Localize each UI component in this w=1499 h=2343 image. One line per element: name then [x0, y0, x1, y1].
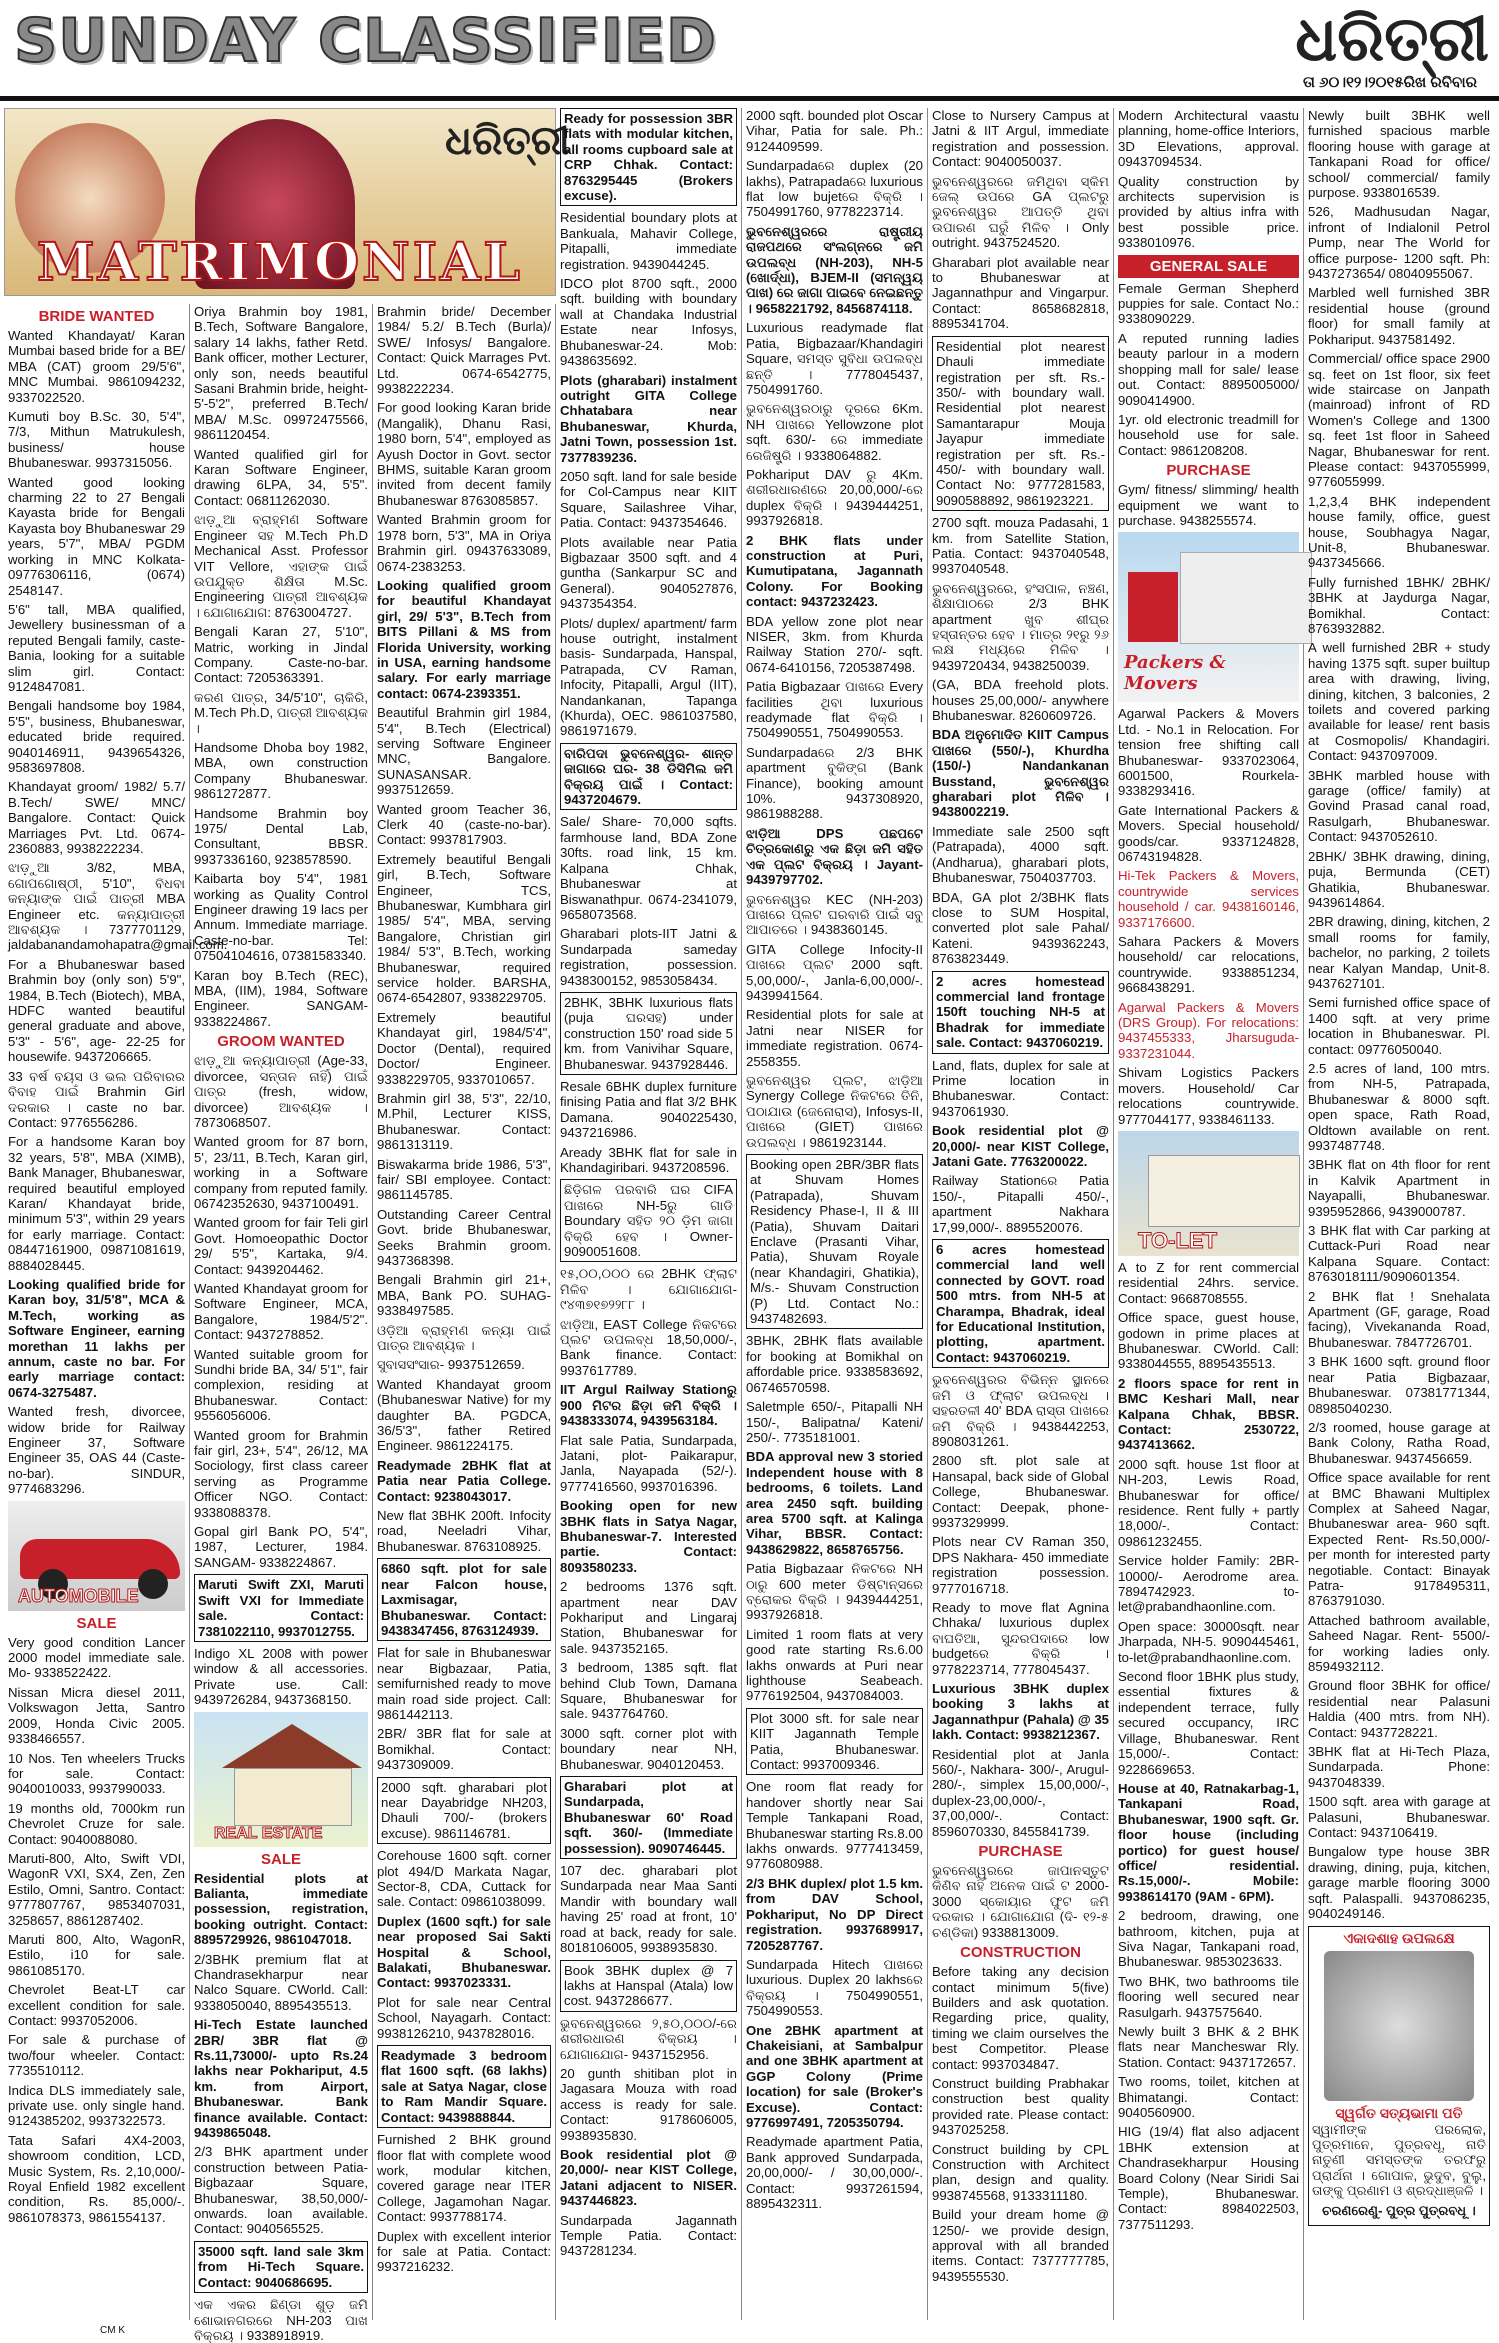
- general-sale-heading: GENERAL SALE: [1118, 255, 1299, 278]
- classified-ad: For good looking Karan bride (Mangalik), Dhanu Rasi, 1980 born, 5'4", employed as Ayush Doctor in Govt. sector BHMS, suitable Karan groom invited from decent family Bhubaneswar 8763085857.: [377, 400, 551, 508]
- classified-ad: Maruti 800, Alto, WagonR, Estilo, i10 for sale. 9861085170.: [8, 1931, 185, 1978]
- classified-ad: Gate International Packers & Movers. Special household/ goods/car. 9337124828, 06743194828.: [1118, 802, 1299, 864]
- classified-ad: Plots (gharabari) instalment outright GITA College Chhatabara near Bhubaneswar, Khurda, Jatni Town, possession 1st. 7377839236.: [560, 372, 737, 465]
- obituary-footer: ଚରଣରେଣୁ- ପୁତ୍ର ପୁତ୍ରବଧୂ ।: [1322, 2202, 1476, 2218]
- classified-ad: 3BHK, 2BHK flats available for booking at Bomikhal on affordable price. 9338583692, 06746570598.: [746, 1333, 923, 1395]
- cmyk-mark: CM K: [100, 2325, 125, 2336]
- classified-ad: 2/3 BHK duplex/ plot 1.5 km. from DAV School, Pokhariput, No DP Direct registration. 9937689917, 7205287767.: [746, 1875, 923, 1953]
- classified-ad: 3BHK flat on 4th floor for rent in Kalvik Apartment in Nayapalli, Bhubaneswar. 9395952866, 9439000787.: [1308, 1157, 1490, 1219]
- classified-ad: Maruti-800, Alto, Swift VDI, WagonR VXI, SX4, Zen, Zen Estilo, Omni, Santro. Contact: 9777807767, 9853407031, 3258657, 8861287402.: [8, 1850, 185, 1928]
- classified-ad: 3 bedroom, 1385 sqft. flat behind Club Town, Damana Square, Bhubaneswar for sale. 9437764760.: [560, 1660, 737, 1722]
- classified-ad: Commercial/ office space 2900 sq. feet on 1st floor, six feet wide staircase on Janpath (mainroad) infront of RD Women's College and 1300 sq. feet 1st floor in Saheed Nagar, Bhubaneswar for rent. Please contact: 9437055999, 9776055999.: [1308, 351, 1490, 490]
- classified-ad: Residential plots for sale at Jatni near NISER for immediate registration. 0674-2558355.: [746, 1007, 923, 1069]
- classified-ad: Wanted qualified girl for Karan Software Engineer, drawing 6LPA, 34, 5'5". Contact: 06811262030.: [194, 446, 368, 508]
- classified-ad: 2 BHK flat ! Snehalata Apartment (GF, garage, Road facing), Vivekananda Road, Bhubaneswar. 7847726701.: [1308, 1288, 1490, 1350]
- classified-ad: Semi furnished office space of 1400 sqft. at very prime location in Bhubaneswar. Pl. contact: 09776050040.: [1308, 995, 1490, 1057]
- classified-ad: Construct building by CPL Construction with Architect plan, design and quality. 9938745568, 9133311180.: [932, 2141, 1109, 2203]
- building-shape: [1148, 1155, 1300, 1227]
- classified-ad: Hi-Tek Packers & Movers, countrywide services household / car. 9438160146, 9337176600.: [1118, 868, 1299, 930]
- classified-ad: ଭୁବନେଶ୍ୱରରେ, ହଂସପାଳ, ନଞ୍ଚଣ, ଶିକ୍ଷାପାଠରେ 2/3 BHK apartment ଖୁବ ଶୀଘ୍ର ହସ୍ତାନ୍ତର ହେବ । ମାତ୍ର ୨୧ରୁ ୨୬ ଲକ୍ଷ ମଧ୍ୟରେ ମିଳିବ । 9439720434, 9438250039.: [932, 580, 1109, 673]
- classified-ad: Sahara Packers & Movers household/ car relocations, countrywide. 9338851234, 9668438291.: [1118, 934, 1299, 996]
- classified-ad: 2050 sqft. land for sale beside for Col-Campus near KIIT Square, Sailashree Vihar, Patia. Contact: 9437354646.: [560, 468, 737, 531]
- classified-ad: ଭୁବନେଶ୍ୱରଠାରୁ ଦୂରରେ 6Km. NH ପାଖରେ Yellowzone plot sqft. 630/- ରେ immediate ରେଜିଷ୍ଟ୍ରି । 9338064882.: [746, 401, 923, 463]
- classified-ad: Modern Architectural vaastu planning, home-office Interiors, 3D Elevations, approval. 09437094534.: [1118, 108, 1299, 170]
- classified-ad: 526, Madhusudan Nagar, infront of Indialonil Petrol Pump, near The World for office purpose- 1200 sqft. Ph: 9437273654/ 08040955067.: [1308, 204, 1490, 282]
- classified-ad: Maruti Swift ZXI, Maruti Swift VXI for Immediate sale. Contact: 7381022110, 9937012755.: [194, 1574, 368, 1642]
- classified-ad: Nissan Micra diesel 2011, Volkswagon Jetta, Santro 2009, Honda Civic 2005. 9338466557.: [8, 1684, 185, 1747]
- classified-ad: 1500 sqft. area with garage at Palasuni, Bhubaneswar. Contact: 9437106419.: [1308, 1794, 1490, 1841]
- newspaper-logo: ଧରିତ୍ରୀ: [1295, 2, 1489, 75]
- classified-ad: ଝାଡ଼ୁଆ କନ୍ୟାପାତ୍ରୀ (Age-33, divorcee, ସନ୍ତାନ ନାହିଁ) ପାଇଁ ପାତ୍ର (fresh, widow, divorcee) ଆବଶ୍ୟକ । 7873068507.: [194, 1053, 368, 1130]
- classified-ad: Readymade 3 bedroom flat 1600 sqft. (68 lakhs) sale at Satya Nagar, close to Ram Mandir Square. Contact: 9439888844.: [377, 2045, 551, 2128]
- classified-ad: HIG (19/4) flat also adjacent 1BHK extension at Chandrasekharpur Housing Board Colony (Near Siridi Sai Temple), Bhubaneswar. Contact: 8984022503, 7377511293.: [1118, 2124, 1299, 2232]
- real-estate-list-3: [377, 1458, 551, 2275]
- house-wall-shape: [234, 1768, 352, 1826]
- classified-ad: 20 gunth shitiban plot in Jagasara Mouza with road access is ready for sale. Contact: 9178606005, 9938935830.: [560, 2065, 737, 2143]
- classified-ad: Before taking any decision contact minimum 5(five) Builders and ask quotation. Regarding price, quality, timing we claim ourselves the best Competitor. Please contact: 9937034847.: [932, 1964, 1109, 2072]
- classified-ad: Bungalow type house 3BR drawing, dining, puja, kitchen, garage marble flooring 3000 sqft. Palaspalli. 9437086235, 9040249146.: [1308, 1844, 1490, 1922]
- classified-ad: Gharabari plot at Sundarpada, Bhubaneswar 60' Road sqft. 360/- (Immediate possession). 9090746445.: [560, 1776, 737, 1859]
- classified-ad: Gym/ fitness/ slimming/ health equipment we want to purchase. 9438255574.: [1118, 482, 1299, 528]
- classified-ad: Fully furnished 1BHK/ 2BHK/ 3BHK at Jaydurga Nagar, Bomikhal. Contact: 8763932882.: [1308, 574, 1490, 636]
- obituary-title: ଏକାଦଶାହ ଉପଲକ୍ଷେ: [1343, 1929, 1455, 1946]
- classified-ad: One 2BHK apartment at Chakeisiani, at Sambalpur and one 3BHK apartment at GGP Colony (Prime location) for sale (Broker's Excuse). Contact: 9776997491, 7205350794.: [746, 2022, 923, 2130]
- classified-ad: 1yr. old electronic treadmill for household use for sale. Contact: 9861208208.: [1118, 411, 1299, 458]
- matrimonial-list-2: [194, 304, 368, 1029]
- to-let-image: [1118, 1131, 1299, 1256]
- classified-ad: ଭୁବନେଶ୍ୱରରେ ଜମିଥିବା ସ୍କିମ ଜେଲ୍ ଉପରେ GA ପ୍ଲଟରୁ ଭୁବନେଶ୍ୱର ଆପତ୍ତି ଥିବା ଉପାରଣ ଘରୁଁ ମିଳିବ । Only outright. 9437524520.: [932, 173, 1109, 251]
- classified-ad: Second floor 1BHK plus study, essential fixtures & independent terrace, fully secured occupancy, IRC Village, Bhubaneswar. Rent 15,000/-. Contact: 9228669653.: [1118, 1669, 1299, 1777]
- classified-ad: Shivam Logistics Packers movers. Household/ Car relocations countrywide. 9777044177, 9338461133.: [1118, 1065, 1299, 1127]
- classified-ad: Kaibarta boy 5'4", 1981 working as Quality Control Engineer drawing 19 lacs per Annum. Immediate marriage. Caste-no-bar. Tel: 07504104616, 07381583340.: [194, 871, 368, 964]
- masthead-rule: [0, 96, 1499, 101]
- classified-ad: Wanted groom for 87 born, 5', 23/11, B.Tech, Karan girl, working in a Software company from reputed family. 06742352630, 9437100491.: [194, 1134, 368, 1211]
- purchase-list-2: [1118, 482, 1299, 528]
- real-estate-sale-heading: SALE: [260, 1850, 301, 1868]
- obituary-notice: [1308, 1926, 1490, 2226]
- classified-ad: 10 Nos. Ten wheelers Trucks for sale. Contact: 9040010033, 9937990033.: [8, 1750, 185, 1797]
- classified-ad: Office space available for rent at BMC Bhawani Multiplex Complex at Saheed Nagar, Bhubaneswar area- 960 sqft. Expected Rent- Rs.50,000/- per month for interested party negotiable. Contact: Binayak Patra- 9178495311, 8763791030.: [1308, 1470, 1490, 1609]
- classified-ad: Outstanding Career Central Govt. bride Bhubaneswar, Seeks Brahmin groom. 9437368398.: [377, 1206, 551, 1268]
- section-title: SUNDAY CLASSIFIED: [14, 6, 717, 76]
- classified-ad: Gharabari plot available near to Bhubaneswar at Jagannathpur and Vingarpur. Contact: 8658682818, 8895341704.: [932, 254, 1109, 332]
- architect-list: [1118, 108, 1299, 251]
- classified-ad: ଭୁବନେଶ୍ୱର KEC (NH-203) ପାଖରେ ପ୍ଲଟ ଘରବାରି ପାଇଁ ସବୁ ଆପାତରେ । 9438360145.: [746, 891, 923, 938]
- classified-ad: 3BHK marbled house with garage (office/ family) at Govind Prasad canal road, Rasulgarh, Bhubaneswar. Contact: 9437052610.: [1308, 767, 1490, 845]
- classified-ad: 2BHK, 3BHK luxurious flats (puja ଘରସହ) under construction 150' road side 5 km. from Vanivihar Square, Bhubaneswar. 9437928446.: [560, 992, 737, 1075]
- classified-ad: Handsome Brahmin boy 1975/ Dental Lab, Consultant, BBSR. 9937336160, 9238578590.: [194, 805, 368, 867]
- classified-ad: ଭୁବନେଶ୍ୱରରେ ଜାପାନସ୍ତୁଟ କିଣିବ ନାହିଁ ଅନେକ ପାଇଁ ଟ 2000- 3000 ସ୍କୋୟାର ଫୁଟ ଜମି ଦରକାର । ଯୋଗାଯୋଗ (ଦି- ୧୨-୫ ଚଣ୍ଡିକା) 9338813009.: [932, 1863, 1109, 1940]
- classified-ad: Sundarpadaରେ 2/3 BHK apartment ବୁକିଙ୍ଗ (Bank Finance), booking amount 10%. 9437308920, 9861988288.: [746, 744, 923, 822]
- classified-ad: Resale 6BHK duplex furniture finising Patia and flat 3/2 BHK Damana. 9040225430, 9437216986.: [560, 1078, 737, 1141]
- classified-ad: 1,2,3,4 BHK independent house family, office, guest house, Soubhagya Nagar, Unit-8, Bhubaneswar. 9437345666.: [1308, 493, 1490, 571]
- classified-ad: Extremely beautiful Khandayat girl, 1984/5'4", Doctor (Dental), required Doctor/ Engineer. 9338229705, 9337010657.: [377, 1009, 551, 1087]
- banner-logo: ଧରିତ୍ରୀ: [445, 117, 570, 164]
- classified-ad: Two BHK, two bathrooms tile flooring well secured near Rasulgarh. 9437575640.: [1118, 1973, 1299, 2020]
- classified-ad: Limited 1 room flats at very good rate starting Rs.6.00 lakhs onwards at Puri near lighthouse Seabeach. 9776192504, 9437084003.: [746, 1626, 923, 1704]
- classified-ad: Close to Nursery Campus at Jatni & IIT Argul, immediate registration and possession. Contact: 9040050037.: [932, 108, 1109, 170]
- classified-ad: Land, flats, duplex for sale at Prime location in Bhubaneswar. Contact: 9437061930.: [932, 1057, 1109, 1119]
- classified-ad: 2000 sqft. house 1st floor at NH-203, Lewis Road, Bhubaneswar for office/ residence. Rent fully + partly 18,000/-. Contact: 09861232455.: [1118, 1456, 1299, 1549]
- classified-ad: Wanted Khandayat groom (Bhubaneswar Native) for my daughter BA. PGDCA, 36/5'3", father Retired Engineer. 9861224175.: [377, 1376, 551, 1454]
- classified-ad: Wanted suitable groom for Sundhi bride BA, 34/ 5'1", fair complexion, residing at Bhubaneswar. Contact: 9556056006.: [194, 1346, 368, 1424]
- classified-ad: Flat for sale in Bhubaneswar near Bigbazaar, Patia, semifurnished ready to move main road side project. Call: 9861442113.: [377, 1645, 551, 1722]
- classified-ad: ଛିଡ଼ିଗଳ ପରବାରି ଘର CIFA ପାଖରେ NH-5ରୁ ଗାଡି Boundary ସହିତ ୨୦ ଡ଼ିମ ଜାଗା ବିକ୍ରି ହେବ । Owner- 9090051608.: [560, 1179, 737, 1262]
- classified-ad: Construct building Prabhakar construction best quality provided rate. Please contact: 9437025258.: [932, 2075, 1109, 2138]
- classified-ad: Readymade 2BHK flat at Patia near Patia College. Contact: 9238043017.: [377, 1457, 551, 1504]
- classified-ad: Book residential plot @ 20,000/- near KIST College, Jatani adjacent to NISER. 9437446823.: [560, 2146, 737, 2209]
- classified-ad: ଝାଡ଼ୁଆ ବ୍ରାହ୍ମଣ Software Engineer ସହ M.Tech Ph.D Mechanical Asst. Professor VIT Vellore, ଏହାଙ୍କ ପାଇଁ ଉପଯୁକ୍ତ ଶିକ୍ଷିତା M.Sc. Engineering ପାତ୍ରୀ ଆବଶ୍ୟକ । ଯୋଗାଯୋଗ: 8763004727.: [194, 512, 368, 620]
- classified-ad: A to Z for rent commercial residential 24hrs. service. Contact: 9668708555.: [1118, 1259, 1299, 1306]
- classified-ad: Two rooms, toilet, kitchen at Bhimatangi. Contact: 9040560900.: [1118, 2074, 1299, 2121]
- classified-ad: Residential plot nearest Dhauli immediate registration per sft. Rs.- 350/- with boundary wall. Residential plot nearest Samantarapur Mouja Jayapur immediate registration per sft. Rs.- 450/- with boundary wall. Contact No: 9777281583, 9090588892, 9861923221.: [932, 336, 1109, 511]
- real-estate-label: REAL ESTATE: [214, 1824, 323, 1842]
- classified-ad: Wanted groom for fair Teli girl Govt. Homoeopathic Doctor 29/ 5'5", Kartaka, 9/4. Contact: 9439204462.: [194, 1215, 368, 1277]
- groom-wanted-list: [194, 1053, 368, 1570]
- classified-ad: Looking qualified bride for Karan boy, 31/5'8", MCA & M.Tech, working as Software Engineer, earning morethan 11 lakhs per annum, caste no bar. For early marriage contact: 0674-3275487.: [8, 1276, 185, 1400]
- truck-container-shape: [1180, 552, 1312, 644]
- classified-ad: 2.5 acres of land, 100 mtrs. from NH-5, Patrapada, Bhubaneswar & 8000 sqft. open space, Rath Road, Oldtown available on rent. 9937487748.: [1308, 1060, 1490, 1153]
- classified-ad: ଏକ ଏକର ଛିଣ୍ଡା ଶୁଡ଼ ଜମି ଶୋଭାନଗରରେ NH-203 ପାଖ ବିକ୍ରୟ । 9338918919.: [194, 2297, 368, 2343]
- classified-ad: Sundarpada Jagannath Temple Patia. Contact: 9437281234.: [560, 2212, 737, 2259]
- obituary-photo: [1324, 1951, 1474, 2101]
- classified-ad: ଝାଡ଼ିଆ DPS ପଛପଟେ ଚିତ୍ରକୋଣରୁ ଏକ ଛିଡ଼ା ଜମି ସହିତ ଏକ ପ୍ଲଟ ବିକ୍ରୟ । Jayant- 9439797702.: [746, 825, 923, 888]
- purchase-heading-1: PURCHASE: [978, 1843, 1063, 1861]
- packers-movers-image: [1118, 532, 1299, 702]
- classified-ad: Hi-Tech Estate launched 2BR/ 3BR flat @ Rs.11,73000/- upto Rs.24 lakhs near Pokhariput, 4.5 km. from Airport, Bhubaneswar. Bank finance available. Contact: 9439865048.: [194, 2017, 368, 2141]
- classified-ad: 2000 sqft. bounded plot Oscar Vihar, Patia for sale. Ph.: 9124409599.: [746, 108, 923, 154]
- classified-ad: Readymade apartment Patia, Bank approved Sundarpada, 20,00,000/- / 30,00,000/-. Contact: 9937261594, 8895432311.: [746, 2134, 923, 2211]
- masthead: [0, 0, 1499, 96]
- classified-ad: Booking open for new 3BHK flats in Satya Nagar, Bhubaneswar-7. Interested partie. Contact: 8093580233.: [560, 1498, 737, 1575]
- classified-ad: 2/3BHK premium flat at Chandrasekharpur near Nalco Square. CWorld. Call: 9338050040, 8895435513.: [194, 1951, 368, 2013]
- classified-ad: ଭୁବନେଶ୍ୱରରେ ୨,୫୦,୦୦୦/-ରେ ଶରୀରଧାରଣ ବିକ୍ରୟ । ଯୋଗାଯୋଗ- 9437152956.: [560, 2015, 737, 2062]
- classified-ad: Duplex (1600 sqft.) for sale near proposed Sai Sakti Hospital & School, Balakati, Bhubaneswar. Contact: 9937023331.: [377, 1913, 551, 1991]
- classified-ad: (GA, BDA freehold plots. houses 25,00,000/- anywhere Bhubaneswar. 8260609726.: [932, 677, 1109, 724]
- classified-ad: Indica DLS immediately sale, private use. only single hand. 9124385202, 9937322573.: [8, 2082, 185, 2129]
- real-estate-list-6: [932, 108, 1109, 1839]
- classified-ad: 2/3 BHK apartment under construction between Patia-Bigbazaar Square, Bhubaneswar, 38,50,000/- onwards. loan available. Contact: 9040565525.: [194, 2144, 368, 2237]
- classified-ad: IDCO plot 8700 sqft., 2000 sqft. building with boundary wall at Chandaka Industrial Estate near Infosys, Bhubaneswar-24. Mob: 9438635692.: [560, 276, 737, 369]
- classified-ad: 2/3 roomed, house garage at Bank Colony, Ratha Road, Bhubaneswar. 9437456659.: [1308, 1419, 1490, 1466]
- classified-ad: 2700 sqft. mouza Padasahi, 1 km. from Satellite Station, Patia. Contact: 9437040548, 9937040548.: [932, 515, 1109, 577]
- classified-ad: Saletmple 650/-, Pitapalli NH 150/-, Balipatna/ Kateni/ 250/-. 7735181001.: [746, 1399, 923, 1445]
- column-1: [4, 304, 228, 2320]
- date-line: ତା ୬୦।୧୨।୨୦୧୫ରିଖ ରବିବାର: [1302, 74, 1477, 91]
- classified-ad: 2BR/ 3BR flat for sale at Bomikhal. Contact: 9437309009.: [377, 1726, 551, 1773]
- classified-ad: Railway Stationରେ Patia 150/-, Pitapalli 450/-, apartment Nakhara 17,99,000/-. 8895520076.: [932, 1173, 1109, 1235]
- real-estate-list-2: [194, 1871, 368, 2343]
- classified-ad: Brahmin bride/ December 1984/ 5.2/ B.Tech (Burla)/ SWE/ Infosys/ Bangalore. Contact: Quick Marrages Pvt. Ltd. 0674-6542775, 9938222234.: [377, 304, 551, 397]
- column-6: [928, 108, 1114, 2320]
- classified-ad: Luxurious readymade flat Patia, Bigbazaar/Khandagiri Square, ସମସ୍ତ ସୁବିଧା ଉପଲବ୍ଧ ଛନ୍ତି । 7778045437, 7504991760.: [746, 320, 923, 397]
- classified-ad: A well furnished 2BR + study having 1375 sqft. super builtup area with drawing, living, dining, kitchen, 3 balconies, 2 toilets and covered parking available for lease/ rent basis at Cosmopolis/ Khandagiri. Contact: 9437097009.: [1308, 640, 1490, 764]
- classified-ad: Wanted fresh, divorcee, widow bride for Railway Engineer 37, Software Engineer 35, OAS 44 (Caste-no-bar). SINDUR, 9774683296.: [8, 1404, 185, 1497]
- classified-ad: Chevrolet Beat-LT car excellent condition for sale. Contact: 9937052006.: [8, 1982, 185, 2028]
- classified-ad: 35000 sqft. land sale 3km from Hi-Tech Square. Contact: 9040686695.: [194, 2241, 368, 2293]
- classified-ad: House at 40, Ratnakarbag-1, Tankapani Road, Bhubaneswar, 1900 sqft. Gr. floor house (including portico) for guest house/ office/ residential. Rs.15,000/-. Mobile: 9938614170 (9AM - 6PM).: [1118, 1780, 1299, 1904]
- real-estate-list-5: [746, 108, 923, 2211]
- packers-label: Packers & Movers: [1124, 652, 1226, 695]
- classified-ad: ଝାଡ଼ୁଆ 3/82, MBA, ଗୋପଗୋଷ୍ଠୀ, 5'10", ବିଧବା କନ୍ୟାଙ୍କ ପାଇଁ ପାତ୍ରୀ MBA Engineer etc. କନ୍ୟାପାତ୍ରୀ ଆବଶ୍ୟକ । 7377701129, jaldabanandamohapatra@gmail.com.: [8, 860, 228, 953]
- classified-ad: Bengali Karan 27, 5'10", Matric, working in Jindal Company. Caste-no-bar. Contact: 7205363391.: [194, 624, 368, 686]
- classified-ad: Open space: 30000sqft. near Jharpada, NH-5. 9090445461, to-let@prabandhaonline.com.: [1118, 1618, 1299, 1665]
- classified-ad: Duplex with excellent interior for sale at Patia. Contact: 9937216232.: [377, 2228, 551, 2275]
- classified-ad: Luxurious 3BHK duplex booking 3 lakhs at Jagannathpur (Pahala) @ 35 lakh. Contact: 9938212367.: [932, 1681, 1110, 1743]
- real-estate-list-4: [560, 108, 737, 2259]
- classified-ad: 2 floors space for rent in BMC Keshari Mall, near Kalpana Chhak, BBSR. Contact: 2530722, 9437413662.: [1118, 1375, 1299, 1453]
- classified-ad: Aready 3BHK flat for sale in Khandagiribari. 9437208596.: [560, 1144, 737, 1175]
- classified-ad: 2BR drawing, dining, kitchen, 2 small rooms for family, bachelor, no parking, 2 toilets near Kalyan Mandap, Unit-8. 9437627101.: [1308, 914, 1490, 991]
- classified-ad: Sundarpada Hitech ପାଖରେ luxurious. Duplex 20 lakhsରେ ବିକ୍ରୟ । 7504990551, 7504990553.: [746, 1956, 923, 2019]
- classified-ad: Looking qualified groom for beautiful Khandayat girl, 29/ 5'3", B.Tech from BITS Pillani & MS from Florida University, working in USA, earning handsome salary. For early marriage contact: 0674-2393351.: [377, 577, 551, 701]
- classified-ad: BDA approval new 3 storied Independent house with 8 bedrooms, 6 toilets. Land area 2450 sqft. building area 5700 sqft. at Kalinga Vihar, BBSR. Contact: 9438629822, 8658765756.: [746, 1449, 923, 1557]
- classified-ad: Wanted groom Teacher 36, Clerk 40 (caste-no-bar). Contact: 9937817903.: [377, 801, 551, 848]
- classified-ad: Extremely beautiful Bengali girl, B.Tech, Software Engineer, TCS, Bhubaneswar, Kumbhara girl 1985/ 5'4", MBA, serving Bangalore, Christian girl 1984/ 5'3", B.Tech, working Bhubaneswar, required service holder. BARSHA, 0674-6542807, 9338229705.: [377, 851, 551, 1006]
- classified-ad: Gopal girl Bank PO, 5'4", 1987, Lecturer, 1984. SANGAM- 9338224867.: [194, 1524, 368, 1570]
- classified-ad: 2000 sqft. gharabari plot near Dayabridge NH203, Dhauli 700/- (brokers excuse). 9861146781.: [377, 1777, 551, 1845]
- purchase-list-1: [932, 1863, 1109, 1940]
- house-roof-shape: [222, 1724, 362, 1768]
- automobile-label: AUTOMOBILE: [18, 1585, 139, 1606]
- classified-ad: One room flat ready for handover shortly near Sai Temple Tankapani Road, Bhubaneswar starting Rs.8.00 lakhs onwards. 9777413459, 9776080988.: [746, 1779, 923, 1872]
- general-sale-list: [1118, 281, 1299, 458]
- matrimonial-list-3: [377, 304, 551, 1454]
- classified-ad: 107 dec. gharabari plot Sundarpada near Maa Santi Mandir with boundary wall having 25' road at front, 10' road at back, ready for sale. 8018106005, 9938935830.: [560, 1863, 737, 1956]
- classified-ad: Khandayat groom/ 1982/ 5.7/ B.Tech/ SWE/ MNC/ Bangalore. Contact: Quick Marriages Pvt. Ltd. 0674-2360883, 9938222234.: [8, 779, 185, 856]
- construction-heading: CONSTRUCTION: [960, 1944, 1081, 1962]
- classified-ad: Biswakarma bride 1986, 5'3", fair/ SBI employee. Contact: 9861145785.: [377, 1156, 551, 1203]
- classified-ad: For a handsome Karan boy 32 years, 5'8", MBA (XIMB), Bank Manager, Bhubaneswar, required beautiful employed Karan/ Khandayat bride, minimum 5'3", within 29 years for early marriage. Contact: 08447161900, 09871081619, 8884028445.: [8, 1134, 185, 1273]
- purchase-heading-2: PURCHASE: [1166, 462, 1251, 480]
- classified-ad: Book residential plot @ 20,000/- near KIST College, Jatani Gate. 7763200022.: [932, 1123, 1109, 1169]
- classified-ad: 19 months old, 7000km run Chevrolet Cruze for sale. Contact: 9040088080.: [8, 1800, 185, 1847]
- classified-ad: Wanted Khandayat/ Karan Mumbai based bride for a BE/ MBA (CAT) groom 29/5'6", MNC Mumbai. 9861094232, 9337022520.: [8, 328, 185, 405]
- classified-ad: ବାରିପଦା ଭୁବନେଶ୍ୱର- ଶାନ୍ତ ଜାଗାରେ ଘର- 38 ଡିସିମିଲ ଜମି ବିକ୍ରୟ ପାଇଁ । Contact: 9437204679.: [560, 743, 737, 811]
- classified-ad: Corehouse 1600 sqft. corner plot 494/D Markata Nagar, Sector-8, CDA, Cuttack for sale. Contact: 09861038099.: [377, 1848, 551, 1910]
- classified-ad: Wanted good looking charming 22 to 27 Bengali Kayasta bride for Bengali Kayasta boy Bhubaneswar 29 years, 5'7", MBA/ PGDM working in MNC Kolkata- 09776306116, (0674) 2548147.: [8, 474, 185, 598]
- auto-sale-heading: SALE: [76, 1614, 117, 1632]
- classified-ad: Booking open 2BR/3BR flats at Shuvam Homes (Patrapada), Shuvam Residency Phase-I, II & III (Patia), Shuvam Daitari Enclave (Prasanti Vihar, Patia), Shuvam Royale (near Khandagiri, Ghatikia), M/s.- Shuvam Construction (P) Ltd. Contact No.: 9437482693.: [746, 1154, 923, 1329]
- classified-ad: Residential plot at Janla 560/-, Nakhara- 300/-, Arugul- 280/-, simplex 15,00,000/-, duplex-23,00,000/-, 37,00,000/-. Contact: 8596070330, 8455841739.: [932, 1746, 1109, 1839]
- classified-ad: Bengali Brahmin girl 21+, MBA, Bank PO. SUHAG- 9338497585.: [377, 1272, 551, 1319]
- classified-ad: Bengali handsome boy 1984, 5'5", business, Bhubaneswar, educated bride required. 9040146911, 9439654326, 9583697808.: [8, 698, 185, 775]
- classified-ad: ଭୁବନେଶ୍ୱରରେ ରାଷ୍ଟ୍ରୀୟ ରାଜପଥରେ ସଂଲଗ୍ନରେ ଜମି ଉପଲବ୍ଧ (NH-203), NH-5 (ଖୋର୍ଦ୍ଧା), BJEM-II (ସମନ୍ୱୟ ପାଖ) ରେ ଜାଗା ପାଇବେ ନେଇଛନ୍ତୁ । 9658221792, 8456874118.: [746, 223, 923, 316]
- classified-ad: Patia Bigbazaar ନିକଟରେ NH ଠାରୁ 600 meter ଡିଷ୍ଟାନ୍ସରେ ବ୍ରୋକର ବିକ୍ରି । 9439444251, 9937926818.: [746, 1561, 923, 1623]
- classified-ad: Female German Shepherd puppies for sale. Contact No.: 9338090229.: [1118, 280, 1299, 327]
- classified-ad: 3000 sqft. corner plot with boundary near NH, Bhubaneswar. 9040120453.: [560, 1725, 737, 1772]
- classified-ad: Sundarpadaରେ duplex (20 lakhs), Patrapadaରେ luxurious flat low bujetରେ ବିକ୍ରି । 7504991760, 9778223714.: [746, 158, 923, 220]
- classified-ad: Pokhariput DAV ରୁ 4Km. ଶରୀରଧାରଣରେ 20,00,000/-ରେ duplex ବିକ୍ରି । 9439444251, 9937926818.: [746, 466, 923, 529]
- classified-ad: Flat sale Patia, Sundarpada, Jatani, plot- Paikarapur, Janla, Nayapada (52/-). 9777416560, 9937016396.: [560, 1432, 737, 1494]
- classified-ad: 3BHK flat at Hi-Tech Plaza, Sundarpada. Phone: 9437048339.: [1308, 1744, 1490, 1790]
- real-estate-image: [194, 1712, 368, 1847]
- classified-ad: ୧୫,୦୦,୦୦୦ ରେ 2BHK ଫ୍ଲାଟ ମିଳିବ । ଯୋଗାଯୋଗ- ୯୪୩୭୧୭୨୨୮୮ ।: [560, 1266, 737, 1313]
- classified-ad: Attached bathroom available, Saheed Nagar. Rent- 5500/- for working ladies only. 8594932112.: [1308, 1612, 1490, 1674]
- column-3: [373, 304, 556, 2320]
- classified-ad: Wanted groom for Brahmin fair girl, 23+, 5'4", 26/12, MA Sociology, first class career serving as Programme Officer NGO. Contact: 9338088378.: [194, 1427, 368, 1520]
- classified-ad: Ready for possession 3BR flats with modular kitchen, all rooms cupboard sale at CRP Chhak. Contact: 8763295445 (Brokers excuse).: [560, 108, 737, 206]
- classified-ad: Ground floor 3BHK for office/ residential near Palasuni Haldia (400 mtrs. from NH). Contact: 9437728221.: [1308, 1678, 1490, 1740]
- classified-ad: 3 BHK 1600 sqft. ground floor near Patia Bigbazaar, Bhubaneswar. 07381771344, 08985040230.: [1308, 1354, 1490, 1416]
- classified-ad: ଝାଡ଼ିଆ, EAST College ନିକଟରେ ପ୍ଲଟ ଉପଲବ୍ଧ 18,50,000/-, Bank finance. Contact: 9937617789.: [560, 1316, 737, 1378]
- classified-ad: Build your dream home @ 1250/- we provide design, approval with all branded items. Contact: 7377777785, 9439555530.: [932, 2207, 1109, 2284]
- matrimonial-banner: [4, 108, 570, 296]
- classified-ad: Plots available near Patia Bigbazaar 3500 sqft. and 4 guntha (Sankarpur SC and General). 9040527876, 9437354354.: [560, 534, 737, 612]
- bride-wanted-heading: BRIDE WANTED: [38, 308, 155, 325]
- classified-ad: ସୁବାସସଂସାର- 9937512659.: [377, 1357, 525, 1373]
- to-let-list-8: [1308, 108, 1490, 1922]
- classified-ad: Office space, guest house, godown in prime places at Bhubaneswar. CWorld. Call: 9338044555, 8895435513.: [1118, 1310, 1299, 1372]
- classified-ad: Beautiful Brahmin girl 1984, 5'4", B.Tech (Electrical) serving Software Engineer MNC, Bangalore. SUNASANSAR. 9937512659.: [377, 705, 551, 798]
- column-7: [1114, 108, 1304, 2320]
- classified-ad: 6860 sqft. plot for sale near Falcon house, Laxmisagar, Bhubaneswar. Contact: 9438347456, 8763124939.: [377, 1558, 551, 1641]
- classified-ad: BDA yellow zone plot near NISER, 3km. from Khurda Railway Station 270/- sqft. 0674-6410156, 7205387498.: [746, 613, 923, 675]
- classified-ad: 33 ବର୍ଷ ବୟସ ଓ ଭଲ ପରିବାରର ବିବାହ ପାଇଁ Brahmin Girl ଦରକାର । caste no bar. Contact: 9776556286.: [8, 1068, 185, 1130]
- classified-ad: Newly built 3 BHK & 2 BHK flats near Mancheswar Rly. Station. Contact: 9437172657.: [1118, 2024, 1299, 2070]
- truck-cab-shape: [1128, 572, 1178, 642]
- classified-ad: Wanted Khandayat groom for Software Engineer, MCA, Bangalore, 1984/5'2". Contact: 9437278852.: [194, 1280, 368, 1343]
- car-wheel-rear: [138, 1569, 168, 1599]
- classified-ad: Agarwal Packers & Movers Ltd. - No.1 in Relocation. For tension free shifting call Bhubaneswar- 9337023064, 6001500, Rourkela-9338293416.: [1118, 706, 1299, 799]
- classified-ad: କରଣ ପାତ୍ର, 34/5'10", ଚାକିରି, M.Tech Ph.D, ପାତ୍ରୀ ଆବଶ୍ୟକ ।: [194, 689, 368, 736]
- construction-list: [932, 1964, 1109, 2284]
- classified-ad: Very good condition Lancer 2000 model immediate sale. Mo- 9338522422.: [8, 1634, 185, 1681]
- classified-ad: Karan boy B.Tech (REC), MBA, (IIM), 1984, Software Engineer. SANGAM- 9338224867.: [194, 967, 368, 1029]
- packers-list: [1118, 706, 1299, 1127]
- classified-ad: 2 bedroom, drawing, one bathroom, kitchen, puja at Siva Nagar, Tankapani road, Bhubaneswar. 9853023633.: [1118, 1908, 1299, 1970]
- matrimonial-heading: MATRIMONIAL: [37, 232, 523, 293]
- classified-ad: Brahmin girl 38, 5'3", 22/10, M.Phil, Lecturer KISS, Bhubaneswar. Contact: 9861313119.: [377, 1090, 551, 1153]
- classified-ad: For a Bhubaneswar based Brahmin boy (only son) 5'9", 1984, B.Tech (Biotech), MBA, HDFC wanted beautiful general graduate and above, 5'3" - 5'6", age- 22-25 for housewife. 9437206665.: [8, 956, 185, 1065]
- classified-ad: Agarwal Packers & Movers (DRS Group). For relocations: 9437455333, Jharsuguda-9337231044.: [1118, 999, 1299, 1061]
- classified-ad: Indigo XL 2008 with power window & all accessories. Private use. Call: 9439726284, 9437368150.: [194, 1645, 368, 1708]
- classified-ad: Wanted Brahmin groom for 1978 born, 5'3", MA in Oriya Brahmin girl. 09437633089, 0674-2383253.: [377, 512, 551, 574]
- classified-ad: Newly built 3BHK well furnished spacious marble flooring house with garage at Tankapani Road for office/ school/ commercial/ family purpose. 9338016539.: [1308, 108, 1490, 201]
- column-2: [190, 304, 373, 2343]
- classified-ad: New flat 3BHK 200ft. Infocity road, Neeladri Vihar, Bhubaneswar. 8763108925.: [377, 1508, 551, 1554]
- classified-ad: 2 bedrooms 1376 sqft. apartment near DAV Pokhariput and Lingaraj Station, Bhubaneswar for sale. 9437352165.: [560, 1579, 737, 1656]
- column-4: [556, 108, 742, 2320]
- classified-ad: Book 3BHK duplex @ 7 lakhs at Hanspal (Atala) low cost. 9437286677.: [560, 1960, 737, 2012]
- classified-ad: Plots near CV Raman 350, DPS Nakhara- 450 immediate registration possession. 9777016718.: [932, 1534, 1109, 1596]
- classified-ad: Service holder Family: 2BR- 10000/- Aerodrome area. 7894742923. to-let@prabandhaonline.com.: [1118, 1553, 1299, 1615]
- classified-ad: 2 BHK flats under construction at Puri, Kumutipatana, Jagannath Colony. For Booking contact: 9437232423.: [746, 532, 923, 610]
- classified-ad: Oriya Brahmin boy 1981, B.Tech, Software Bangalore, salary 14 lakhs, father Retd. Bank officer, mother Lecturer, only son, needs beautiful Sasani Brahmin bride, height- 5'-5'2", preferred B.Tech/ MBA/ M.Sc. 09972475566, 9861120454.: [194, 304, 368, 443]
- classified-ad: Residential plots at Balianta, immediate possession, registration, booking outright. Contact: 8895729926, 9861047018.: [194, 1870, 368, 1948]
- classified-ad: 2BHK/ 3BHK drawing, dining, puja, Bermunda (CET) Ghatikia, Bhubaneswar. 9439614864.: [1308, 848, 1490, 910]
- classified-ad: Plot 3000 sft. for sale near KIIT Jagannath Temple Patia, Bhubaneswar. Contact: 9937009346.: [746, 1708, 923, 1776]
- classified-ad: 6 acres homestead commercial land well connected by GOVT. road 500 mtrs. from NH-5 at Charampa, Bhadrak, ideal for Educational Institution, plotting, apartment. Contact: 9437060219.: [932, 1239, 1109, 1368]
- classified-ad: BDA ଅନୁମୋଦିତ KIIT Campus ପାଖରେ (550/-), Khurdha (150/-) Nandankanan Busstand, ଭୁବନେଶ୍ୱର gharabari plot ମିଳିବ । 9438002219.: [932, 727, 1109, 820]
- classified-ad: GITA College Infocity-II ପାଖରେ ପ୍ଲଟ 2000 sqft. 5,00,000/-, Janla-6,00,000/-. 9439941564.: [746, 941, 923, 1003]
- classified-ad: For sale & purchase of two/four wheeler. Contact: 7735510112.: [8, 2032, 185, 2079]
- to-let-label: TO-LET: [1138, 1227, 1218, 1253]
- classified-ad: 5'6" tall, MBA qualified, Jewellery businessman of a reputed Bengali family, caste-Bania, looking for a suitable slim girl. Contact: 9124847081.: [8, 601, 185, 694]
- classified-ad: Residential boundary plots at Bankuala, Mahavir College, Pitapalli, immediate registration. 9439044245.: [560, 210, 737, 272]
- classified-ad: 3 BHK flat with Car parking at Cuttack-Puri Road near Kalpana Square. Contact: 8763018111/9090601354.: [1308, 1223, 1490, 1285]
- to-let-list: [1118, 1260, 1299, 2232]
- classified-ad: 2 acres homestead commercial land frontage 150ft touching NH-5 at Bhadrak for immediate sale. Contact: 9437060219.: [932, 971, 1109, 1054]
- print-footer: [0, 2322, 1499, 2341]
- classified-ad: ଭୁବନେଶ୍ୱର ପ୍ଲଟ, ଝାଡ଼ିଆ Synergy College ନିକଟରେ ତିନି, ପଠାଯାଉ (ଜେନୋରାସ), Infosys-II, ପାଖରେ (GIET) ପାଖରେ ଉପଲବ୍ଧ । 9861923144.: [746, 1072, 923, 1150]
- classified-ad: 2800 sft. plot sale at Hansapal, back side of Global College, Bhubaneswar. Contact: Deepak, phone- 9937329999.: [932, 1453, 1109, 1530]
- classified-ad: Plot for sale near Central School, Nayagarh. Contact: 9938126210, 9437828016.: [377, 1994, 551, 2041]
- obituary-name: ସ୍ୱର୍ଗତ ସତ୍ୟଭାମା ପତି: [1335, 2104, 1463, 2121]
- classified-ad: Tata Safari 4X4-2003, showroom condition, LCD, Music System, Rs. 2,10,000/- Royal Enfield 1982 excellent condition, Rs. 85,000/-. 9861078373, 9861554137.: [8, 2132, 185, 2225]
- car-ads-list: [194, 1574, 368, 1707]
- classified-ad: Sale/ Share- 70,000 sqfts. farmhouse land, BDA Zone 30fts. road link, 15 km. Kalpana Chhak, Bhubaneswar at Biswanathpur. 0674-2341079, 9658073568.: [560, 814, 737, 922]
- classified-ad: BDA, GA plot 2/3BHK flats close to SUM Hospital, converted plot sale Pahal/ Kateni. 9439362243, 8763823449.: [932, 889, 1109, 967]
- classified-ad: A reputed running ladies beauty parlour in a modern shopping mall for sale/ lease out. Contact: 8895005000/ 9090414900.: [1118, 330, 1299, 408]
- classified-ad: Gharabari plots-IIT Jatni & Sundarpada sameday registration, possession. 9438300152, 9853058434.: [560, 926, 737, 988]
- classified-ad: Furnished 2 BHK ground floor flat with complete wood work, modular kitchen, covered garage near ITER College, Jagamohan Nagar. Contact: 9937788174.: [377, 2132, 551, 2225]
- column-5: [742, 108, 928, 2320]
- matrimonial-banner-wrap: [4, 108, 570, 302]
- obituary-text: ସ୍ୱାମୀଙ୍କ ପରଲୋକ, ପୁତ୍ରମାନେ, ପୁତ୍ରବଧୂ, ନାତି ନାତୁଣୀ ସମସ୍ତଙ୍କ ତରଫରୁ ପ୍ରାର୍ଥନା । ଗୋପାଳ, ଭୁଦୁବ, ବୁଲୁ, ତାଙ୍କୁ ପ୍ରଣାମ ଓ ଶ୍ରଦ୍ଧାଞ୍ଜଳି ।: [1312, 2121, 1486, 2199]
- classified-ad: Kumuti boy B.Sc. 30, 5'4", 7/3, Mithun Matrukulesh, business/ house Bhubaneswar. 9937315056.: [8, 409, 185, 471]
- bride-wanted-list: [8, 328, 228, 1497]
- automobile-image: [8, 1501, 185, 1611]
- classified-ad: Quality construction by architects supervision is provided by altius infra with best possible price. 9338010976.: [1118, 173, 1299, 251]
- classified-ad: Immediate sale 2500 sqft (Patrapada), 4000 sqft. (Andharua), gharabari plots, Bhubaneswar, 7504037703.: [932, 823, 1109, 886]
- auto-sale-list: [8, 1635, 185, 2226]
- classified-ad: Patia Bigbazaar ପାଖରେ Every facilities ଥିବା luxurious readymade flat ବିକ୍ରି । 7504990551, 7504990553.: [746, 679, 923, 741]
- classified-ad: IIT Argul Railway Stationରୁ 900 ମିଟର ଛିଡ଼ା ଜମି ବିକ୍ରି । 9438333074, 9439563184.: [560, 1382, 737, 1429]
- classified-ad: Ready to move flat Agnina Chhaka/ luxurious duplex ବାଘତିଆ, ସୁନ୍ଦରପଦାରେ low budgetରେ ବିକ୍ରି । 9778223714, 7778045437.: [932, 1599, 1109, 1677]
- classified-ad: ଓଡ଼ିଆ ବ୍ରାହ୍ମଣ କନ୍ୟା ପାଇଁ ପାତ୍ର ଆବଶ୍ୟକ ।: [377, 1322, 551, 1353]
- groom-wanted-heading: GROOM WANTED: [217, 1033, 345, 1051]
- classified-ad: ଭୁବନେଶ୍ୱରର ବିଭିନ୍ନ ସ୍ଥାନରେ ଜମି ଓ ଫ୍ଲାଟ ଉପଲବ୍ଧ । ସହରତଳୀ 40' BDA ରାସ୍ତା ପାଖରେ ଜମି ବିକ୍ରି । 9438442253, 8908031261.: [932, 1372, 1109, 1449]
- classified-ad: Handsome Dhoba boy 1982, MBA, own construction Company Bhubaneswar. 9861272877.: [194, 739, 368, 802]
- classified-ad: Plots/ duplex/ apartment/ farm house outright, instalment basis- Sundarpada, Hanspal, Patrapada, CV Raman, Infocity, Pitapalli, Argul (IIT), Nandankanan, Tapanga (Khurda), OEC. 9861037580, 9861971679.: [560, 615, 737, 739]
- column-8: [1304, 108, 1494, 2320]
- classified-ad: Marbled well furnished 3BR residential house (ground floor) for small family at Pokhariput. 9437581492.: [1308, 285, 1490, 347]
